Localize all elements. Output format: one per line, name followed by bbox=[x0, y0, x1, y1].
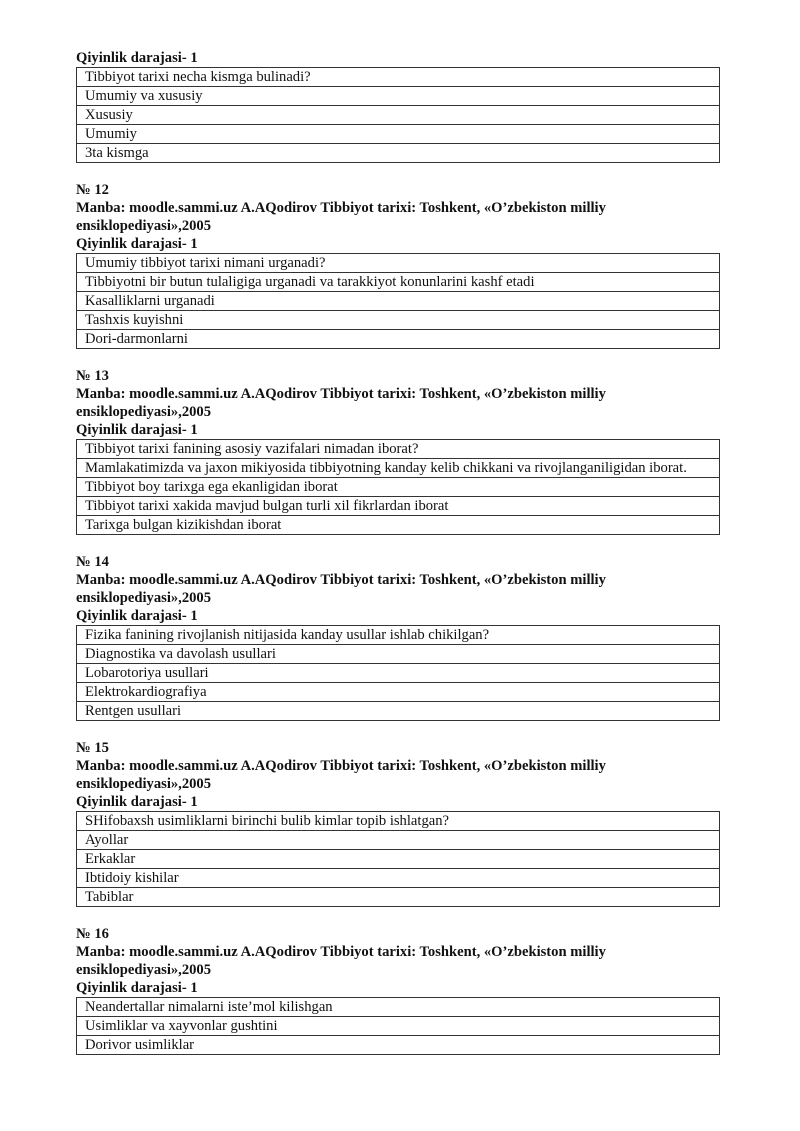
question-table bbox=[76, 67, 720, 163]
difficulty-level: Qiyinlik darajasi- 1 bbox=[76, 608, 198, 624]
answer-option: Tibbiyot tarixi xakida mavjud bulgan turli xil fikrlardan iborat bbox=[77, 497, 720, 516]
answer-option: Xususiy bbox=[77, 106, 720, 125]
answer-option: Tashxis kuyishni bbox=[77, 311, 720, 330]
question-table bbox=[76, 625, 720, 721]
question-table bbox=[76, 997, 720, 1055]
question-number: № 14 bbox=[76, 554, 109, 570]
answer-option: Tarixga bulgan kizikishdan iborat bbox=[77, 516, 720, 535]
question-number: № 15 bbox=[76, 740, 109, 756]
question-block-15 bbox=[76, 739, 720, 907]
difficulty-level: Qiyinlik darajasi- 1 bbox=[76, 422, 198, 438]
question-table bbox=[76, 439, 720, 535]
answer-option: Tabiblar bbox=[77, 888, 720, 907]
answer-option: Elektrokardiografiya bbox=[77, 683, 720, 702]
question-table bbox=[76, 811, 720, 907]
difficulty-level: Qiyinlik darajasi- 1 bbox=[76, 50, 198, 66]
question-block-16 bbox=[76, 925, 720, 1055]
answer-option: Mamlakatimizda va jaxon mikiyosida tibbiyotning kanday kelib chikkani va rivojlanganiligidan iborat. bbox=[77, 459, 720, 478]
difficulty-level: Qiyinlik darajasi- 1 bbox=[76, 980, 198, 996]
answer-option: Tibbiyot boy tarixga ega ekanligidan iborat bbox=[77, 478, 720, 497]
question-block-11 bbox=[76, 49, 720, 163]
difficulty-level: Qiyinlik darajasi- 1 bbox=[76, 794, 198, 810]
source-reference: Manba: moodle.sammi.uz A.AQodirov Tibbiyot tarixi: Toshkent, «O’zbekiston milliy ensiklopediyasi»,2005 bbox=[76, 572, 606, 606]
question-text: SHifobaxsh usimliklarni birinchi bulib kimlar topib ishlatgan? bbox=[77, 812, 720, 831]
source-reference: Manba: moodle.sammi.uz A.AQodirov Tibbiyot tarixi: Toshkent, «O’zbekiston milliy ensiklopediyasi»,2005 bbox=[76, 386, 606, 420]
answer-option: Umumiy bbox=[77, 125, 720, 144]
question-text: Umumiy tibbiyot tarixi nimani urganadi? bbox=[77, 254, 720, 273]
answer-option: Lobarotoriya usullari bbox=[77, 664, 720, 683]
answer-option: Ibtidoiy kishilar bbox=[77, 869, 720, 888]
answer-option: Diagnostika va davolash usullari bbox=[77, 645, 720, 664]
source-reference: Manba: moodle.sammi.uz A.AQodirov Tibbiyot tarixi: Toshkent, «O’zbekiston milliy ensiklopediyasi»,2005 bbox=[76, 758, 606, 792]
answer-option: Erkaklar bbox=[77, 850, 720, 869]
question-text: Tibbiyot tarixi fanining asosiy vazifalari nimadan iborat? bbox=[77, 440, 720, 459]
answer-option: Tibbiyotni bir butun tulaligiga urganadi va tarakkiyot konunlarini kashf etadi bbox=[77, 273, 720, 292]
question-block-12 bbox=[76, 181, 720, 349]
answer-option: Dori-darmonlarni bbox=[77, 330, 720, 349]
answer-option: Rentgen usullari bbox=[77, 702, 720, 721]
question-text: Fizika fanining rivojlanish nitijasida kanday usullar ishlab chikilgan? bbox=[77, 626, 720, 645]
answer-option: Ayollar bbox=[77, 831, 720, 850]
difficulty-level: Qiyinlik darajasi- 1 bbox=[76, 236, 198, 252]
source-reference: Manba: moodle.sammi.uz A.AQodirov Tibbiyot tarixi: Toshkent, «O’zbekiston milliy ensiklopediyasi»,2005 bbox=[76, 200, 606, 234]
question-text: Tibbiyot tarixi necha kismga bulinadi? bbox=[77, 68, 720, 87]
question-text: Neandertallar nimalarni iste’mol kilishgan bbox=[77, 998, 720, 1017]
answer-option: Umumiy va xususiy bbox=[77, 87, 720, 106]
question-number: № 16 bbox=[76, 926, 109, 942]
question-table bbox=[76, 253, 720, 349]
answer-option: 3ta kismga bbox=[77, 144, 720, 163]
question-block-13 bbox=[76, 367, 720, 535]
question-number: № 13 bbox=[76, 368, 109, 384]
answer-option: Dorivor usimliklar bbox=[77, 1036, 720, 1055]
question-number: № 12 bbox=[76, 182, 109, 198]
answer-option: Kasalliklarni urganadi bbox=[77, 292, 720, 311]
document-page bbox=[76, 49, 720, 1055]
question-block-14 bbox=[76, 553, 720, 721]
answer-option: Usimliklar va xayvonlar gushtini bbox=[77, 1017, 720, 1036]
source-reference: Manba: moodle.sammi.uz A.AQodirov Tibbiyot tarixi: Toshkent, «O’zbekiston milliy ensiklopediyasi»,2005 bbox=[76, 944, 606, 978]
